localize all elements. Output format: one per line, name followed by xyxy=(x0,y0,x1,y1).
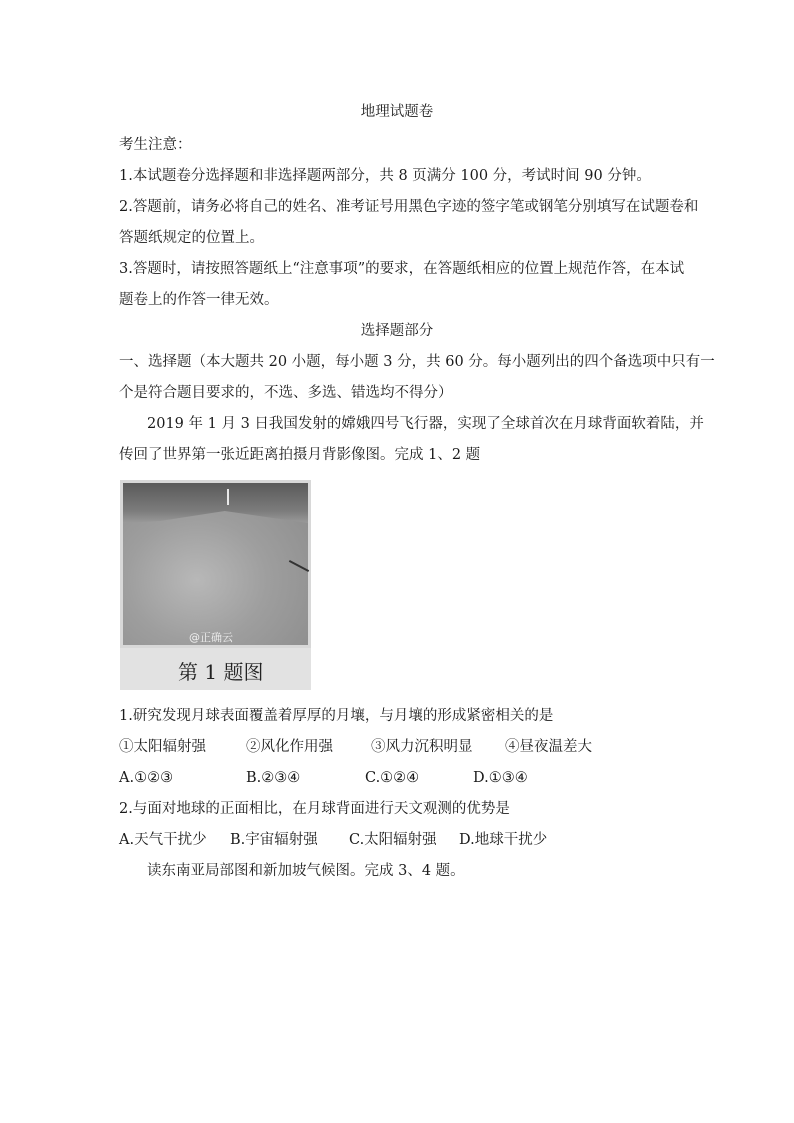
page-title: 地理试题卷 xyxy=(360,104,434,120)
photo-antenna-mark xyxy=(227,489,229,505)
section-title: 选择题部分 xyxy=(360,323,434,339)
q1-option-c: C.①②④ xyxy=(365,770,420,786)
q2-option-d: D.地球干扰少 xyxy=(459,832,548,848)
q1-statement-3: ③风力沉积明显 xyxy=(371,739,473,755)
moon-surface-figure xyxy=(120,480,311,690)
q1-option-a: A.①②③ xyxy=(119,770,174,786)
part1-instructions-line-1: 一、选择题（本大题共 20 小题，每小题 3 分，共 60 分。每小题列出的四个备选项中只有一 xyxy=(119,354,715,370)
q1-option-d: D.①③④ xyxy=(473,770,528,786)
part1-instructions-line-2: 个是符合题目要求的，不选、多选、错选均不得分） xyxy=(119,385,453,401)
notice-item-1: 1.本试题卷分选择题和非选择题两部分，共 8 页满分 100 分，考试时间 90 分钟。 xyxy=(119,168,651,184)
intro1-line-1: 2019 年 1 月 3 日我国发射的嫦娥四号飞行器，实现了全球首次在月球背面软着陆，并 xyxy=(147,416,704,432)
q1-option-b: B.②③④ xyxy=(246,770,301,786)
photo-rover-edge xyxy=(289,560,309,572)
notice-item-3-line-2: 题卷上的作答一律无效。 xyxy=(119,292,279,308)
notice-item-2-line-2: 答题纸规定的位置上。 xyxy=(119,230,264,246)
q1-stem: 1.研究发现月球表面覆盖着厚厚的月壤，与月壤的形成紧密相关的是 xyxy=(119,708,554,724)
intro2: 读东南亚局部图和新加坡气候图。完成 3、4 题。 xyxy=(147,863,465,879)
notice-item-3-line-1: 3.答题时，请按照答题纸上“注意事项”的要求，在答题纸相应的位置上规范作答，在本试 xyxy=(119,261,685,277)
q2-option-a: A.天气干扰少 xyxy=(119,832,207,848)
notice-heading: 考生注意： xyxy=(119,137,192,153)
q1-statement-1: ①太阳辐射强 xyxy=(119,739,206,755)
photo-horizon xyxy=(123,483,308,523)
q2-option-b: B.宇宙辐射强 xyxy=(230,832,318,848)
q1-statement-2: ②风化作用强 xyxy=(246,739,333,755)
moon-surface-photo xyxy=(123,483,308,645)
q1-statement-4: ④昼夜温差大 xyxy=(505,739,592,755)
notice-item-2-line-1: 2.答题前，请务必将自己的姓名、准考证号用黑色字迹的签字笔或钢笔分别填写在试题卷和 xyxy=(119,199,699,215)
q2-stem: 2.与面对地球的正面相比，在月球背面进行天文观测的优势是 xyxy=(119,801,510,817)
intro1-line-2: 传回了世界第一张近距离拍摄月背影像图。完成 1、2 题 xyxy=(119,447,481,463)
figure-caption: 第 1 题图 xyxy=(178,660,264,684)
photo-watermark: @正确云 xyxy=(189,631,233,644)
figure-caption-bar xyxy=(120,648,311,690)
q2-option-c: C.太阳辐射强 xyxy=(349,832,437,848)
